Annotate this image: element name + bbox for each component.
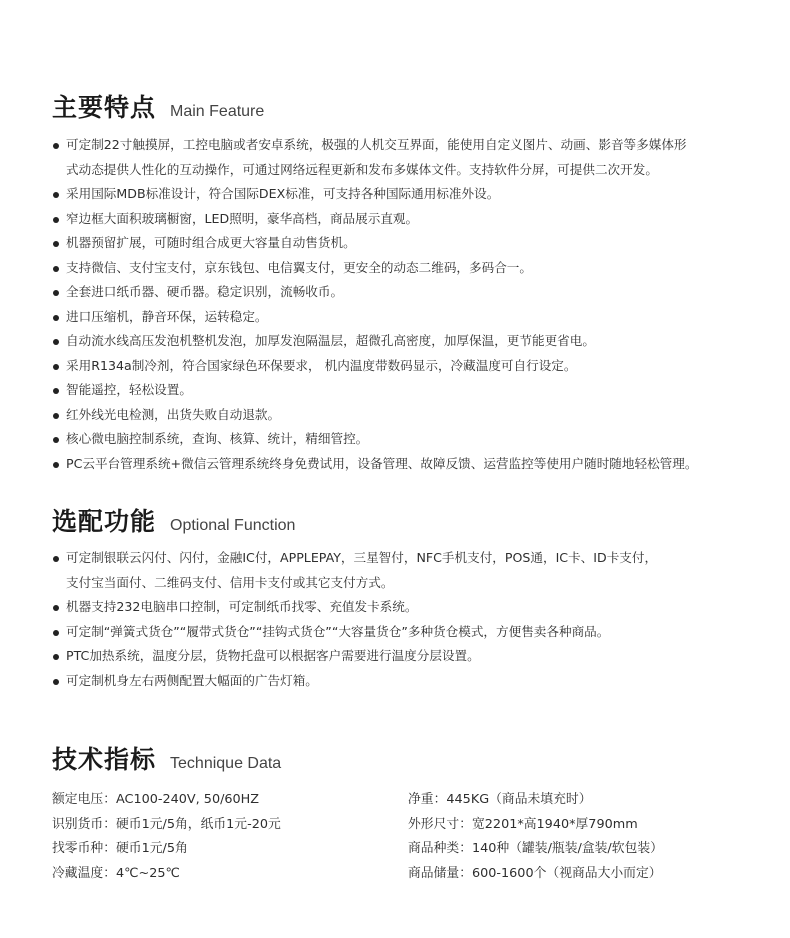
list-item: 支持微信、支付宝支付，京东钱包、电信翼支付，更安全的动态二维码，多码合一。 xyxy=(52,256,762,281)
bullet-icon xyxy=(53,462,59,468)
list-item: 机器预留扩展，可随时组合成更大容量自动售货机。 xyxy=(52,231,762,256)
bullet-icon xyxy=(53,143,59,149)
spec-refrigeration-temperature: 冷藏温度：4℃~25℃ xyxy=(52,865,180,881)
bullet-icon xyxy=(53,413,59,419)
list-item: 全套进口纸币器、硬币器。稳定识别，流畅收币。 xyxy=(52,280,762,305)
optional-function-list xyxy=(52,546,762,693)
bullet-icon xyxy=(53,364,59,370)
list-item: 红外线光电检测，出货失败自动退款。 xyxy=(52,403,762,428)
optional-function-title-en: Optional Function xyxy=(170,517,296,534)
bullet-icon xyxy=(53,217,59,223)
bullet-icon xyxy=(53,630,59,636)
list-item: 可定制机身左右两侧配置大幅面的广告灯箱。 xyxy=(52,669,762,694)
spec-product-types: 商品种类：140种（罐装/瓶装/盒装/软包装） xyxy=(408,841,663,856)
list-item: 窄边框大面积玻璃橱窗，LED照明，豪华高档，商品展示直观。 xyxy=(52,207,762,232)
spec-dimensions: 外形尺寸：宽2201*高1940*厚790mm xyxy=(408,816,638,832)
technique-data-heading xyxy=(52,740,281,776)
bullet-icon xyxy=(53,556,59,562)
specs-right-column xyxy=(408,788,663,886)
spec-net-weight: 净重：445KG（商品未填充时） xyxy=(408,792,592,807)
list-item: 自动流水线高压发泡机整机发泡，加厚发泡隔温层，超微孔高密度，加厚保温，更节能更省电。 xyxy=(52,329,762,354)
spec-currency-recognition: 识别货币：硬币1元/5角，纸币1元-20元 xyxy=(52,816,281,832)
main-feature-title-en: Main Feature xyxy=(170,103,265,120)
main-feature-heading xyxy=(52,88,264,124)
specs-left-column xyxy=(52,788,281,886)
bullet-icon xyxy=(53,388,59,394)
list-item: 核心微电脑控制系统，查询、核算、统计，精细管控。 xyxy=(52,427,762,452)
list-item: 可定制22寸触摸屏，工控电脑或者安卓系统，极强的人机交互界面，能使用自定义图片、动画、影音等多媒体形 式动态提供人性化的互动操作，可通过网络远程更新和发布多媒体文件。支持软件分屏，可提供二次开发。 xyxy=(52,133,762,182)
bullet-icon xyxy=(53,192,59,198)
bullet-icon xyxy=(53,605,59,611)
spec-product-capacity: 商品储量：600-1600个（视商品大小而定） xyxy=(408,865,662,881)
main-feature-list xyxy=(52,133,762,476)
optional-function-heading xyxy=(52,502,295,538)
list-item: 进口压缩机，静音环保，运转稳定。 xyxy=(52,305,762,330)
main-feature-title-cn: 主要特点 xyxy=(52,93,157,122)
bullet-icon xyxy=(53,654,59,660)
list-item: PTC加热系统，温度分层，货物托盘可以根据客户需要进行温度分层设置。 xyxy=(52,644,762,669)
bullet-icon xyxy=(53,315,59,321)
list-item: PC云平台管理系统+微信云管理系统终身免费试用，设备管理、故障反馈、运营监控等使用户随时随地轻松管理。 xyxy=(52,452,762,477)
bullet-icon xyxy=(53,679,59,685)
spec-change-currency: 找零币种：硬币1元/5角 xyxy=(52,841,188,856)
optional-function-title-cn: 选配功能 xyxy=(52,507,157,536)
technique-data-title-en: Technique Data xyxy=(170,755,282,772)
list-item: 智能遥控，轻松设置。 xyxy=(52,378,762,403)
list-item: 可定制银联云闪付、闪付，金融IC付，APPLEPAY，三星智付，NFC手机支付，POS通，IC卡、ID卡支付， 支付宝当面付、二维码支付、信用卡支付或其它支付方式。 xyxy=(52,546,762,595)
bullet-icon xyxy=(53,266,59,272)
list-item: 可定制“弹簧式货仓”“履带式货仓”“挂钩式货仓”“大容量货仓”多种货仓模式，方便售卖各种商品。 xyxy=(52,620,762,645)
spec-rated-voltage: 额定电压：AC100-240V, 50/60HZ xyxy=(52,792,260,807)
technique-data-title-cn: 技术指标 xyxy=(52,745,157,774)
bullet-icon xyxy=(53,241,59,247)
bullet-icon xyxy=(53,437,59,443)
list-item: 采用R134a制冷剂，符合国家绿色环保要求， 机内温度带数码显示，冷藏温度可自行设定。 xyxy=(52,354,762,379)
bullet-icon xyxy=(53,339,59,345)
list-item: 机器支持232电脑串口控制，可定制纸币找零、充值发卡系统。 xyxy=(52,595,762,620)
list-item: 采用国际MDB标准设计，符合国际DEX标准，可支持各种国际通用标准外设。 xyxy=(52,182,762,207)
bullet-icon xyxy=(53,290,59,296)
